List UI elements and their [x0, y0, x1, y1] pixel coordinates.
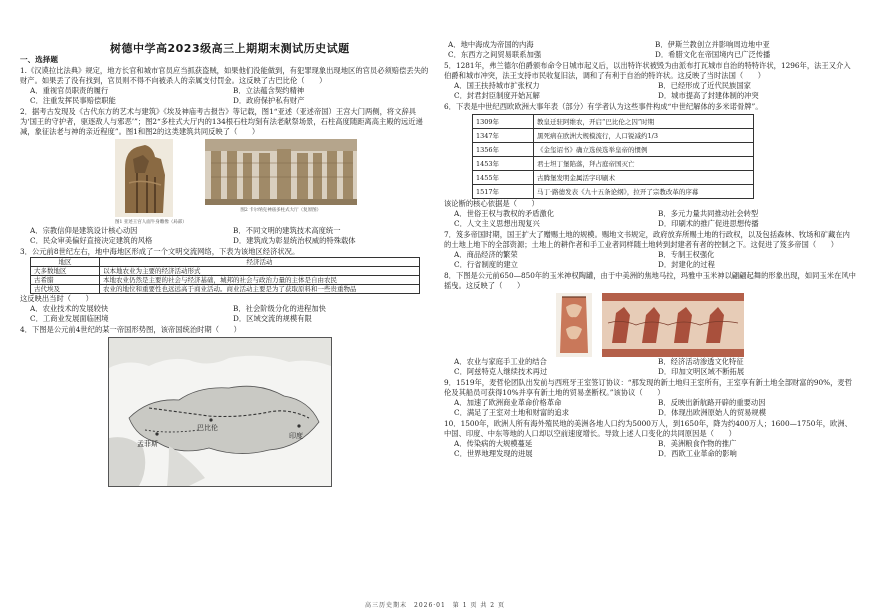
option-b[interactable]: B．立法蕴含契约精神 [233, 86, 305, 95]
table-cell: 马丁·路德发表《九十五条论纲》，拉开了宗教改革的序幕 [534, 185, 754, 199]
options [20, 304, 430, 324]
map-label: 孟菲斯 [137, 440, 158, 448]
option-b[interactable]: B．已经形成了近代民族国家 [658, 81, 751, 90]
option-c[interactable]: C．阿兹特克人继续技术再过 [454, 367, 548, 376]
question-stem: 10．1500年，欧洲人所有海外殖民地的美洲各地人口约为5000万人，到1650年，降为约400万人；1600—1750年，欧洲、中国、印度、中东等地的人口却以空前速度增长。导致上述人口变化的共同原因是（ ） [444, 419, 852, 438]
table-row [473, 157, 754, 171]
option-c[interactable]: C．注重发挥民事赔偿职能 [30, 96, 116, 105]
question-10 [444, 419, 856, 459]
page-title: 树德中学高2023级高三上期期末测试历史试题 [110, 42, 350, 55]
option-d[interactable]: D．城市提高了封建体制的冲突 [658, 91, 759, 100]
table-row [473, 115, 754, 129]
table-cell: 1347年 [473, 129, 534, 143]
question-stem: 4．下图是公元前4世纪的某一帝国形势图，该帝国统治时期（ ） [20, 325, 241, 334]
persian-empire-map-image [109, 338, 331, 486]
table-cell: 1356年 [473, 143, 534, 157]
option-c[interactable]: C．封君封臣制度开始瓦解 [454, 91, 540, 100]
figure-1 [115, 139, 187, 226]
option-d[interactable]: D．西欧工业革命的影响 [658, 449, 737, 458]
table-cell: 古希腊 [31, 276, 100, 285]
table-row [31, 267, 420, 276]
option-c[interactable]: C．世界地理发现的进展 [454, 449, 533, 458]
right-column [444, 40, 856, 459]
option-a[interactable]: A．世俗王权与教权的矛盾激化 [454, 209, 555, 218]
question-stem: 8．下图是公元前650—850年的玉米神权陶罐，由于中美洲的焦地马拉，玛雅中玉米神以翩翩起舞的形象出现，如同玉米在风中摇曳。这反映了（ ） [444, 271, 856, 290]
table-cell: 古代埃及 [31, 285, 100, 294]
question-stem: 3．公元前8世纪左右，地中海地区形成了一个文明交流网络，下表为该地区经济状况。 [20, 247, 300, 256]
table-header: 经济活动 [100, 258, 420, 267]
question-stem: 9．1519年，麦哲伦团队出发前与西班牙王室签订协议：“那发现的新土地归王室所有，王室享有新土地全部财富的90%，麦哲伦及其船员可获得10%并享有新土地的贸易垄断权。”该协议（ ） [444, 378, 853, 397]
options [444, 357, 856, 377]
figure-2-caption: 图2 卡尔纳克神庙多柱式大厅（复原图） [240, 208, 322, 213]
assyrian-lamassu-image [115, 139, 173, 217]
option-b[interactable]: B．经济活动渗透文化特征 [658, 357, 744, 366]
option-c[interactable]: C．行省制度的建立 [454, 260, 518, 269]
question-8 [444, 271, 856, 377]
question-1 [20, 66, 430, 106]
section-heading: 一、选择题 [20, 55, 58, 64]
table-row [473, 143, 754, 157]
option-a[interactable]: A．国王扶持城市扩张权力 [454, 81, 540, 90]
question-stem: 1.《汉谟拉比法典》规定，地方长官和城市官员应当抓获盗贼，如果他们没能做到，有犯罪现象出现地区的官员必须赔偿丢失的财产。如果丢了没有找到，官员则不得不向被杀人的亲属支付罚金。这反映了古巴比伦（ ） [20, 66, 429, 85]
option-c[interactable]: C．工商业发展面临困境 [30, 314, 109, 323]
map-label: 巴比伦 [197, 424, 218, 432]
table-cell: 1309年 [473, 115, 534, 129]
options [444, 209, 856, 229]
option-a[interactable]: A．传染病的大规模蔓延 [454, 439, 533, 448]
option-d[interactable]: D．政府保护私有财产 [233, 96, 305, 105]
option-b[interactable]: B．社会阶级分化的进程加快 [233, 304, 326, 313]
option-d[interactable]: D．封建化的过程 [658, 260, 715, 269]
maize-god-rollout-image [602, 293, 744, 357]
question-4-options [444, 40, 856, 60]
options [444, 250, 856, 270]
table-cell: 1455年 [473, 171, 534, 185]
table-row [473, 185, 754, 199]
left-column [20, 55, 430, 487]
table-row [473, 171, 754, 185]
option-a[interactable]: A．宗教信仰是建筑设计核心动因 [30, 226, 138, 235]
option-d[interactable]: D．建筑成为彰显统治权威的特殊载体 [233, 236, 356, 245]
table-row [31, 276, 420, 285]
table-cell: 大多数地区 [31, 267, 100, 276]
table-cell: 1453年 [473, 157, 534, 171]
option-c[interactable]: C．民众审美偏好直接决定建筑的风格 [30, 236, 153, 245]
map-label: 印度 [289, 432, 303, 440]
question-4 [20, 325, 430, 487]
option-d[interactable]: D．印加文明区域不断拓展 [658, 367, 745, 376]
table-cell: 教皇迁驻阿维农，开启“巴比伦之囚”时期 [534, 115, 754, 129]
question-stem: 6．下表是中世纪西欧欧洲大事年表（部分）有学者认为这些事件构成“中世纪解体的多米诺骨牌”。 [444, 102, 763, 111]
question-tail: 这反映出当时（ ） [20, 294, 93, 303]
option-b[interactable]: B．美洲粮食作物的推广 [658, 439, 737, 448]
question-9 [444, 378, 856, 418]
option-d[interactable]: D．体现出欧洲原始人的贸易规模 [658, 408, 767, 417]
options [20, 226, 430, 246]
table-cell: 1517年 [473, 185, 534, 199]
option-a[interactable]: A．重视官员职责的履行 [30, 86, 109, 95]
option-a[interactable]: A．地中海成为帝国的内海 [448, 40, 534, 49]
table-cell: 以本地农业为主要的经济活动形式 [100, 267, 420, 276]
option-c[interactable]: C．人文主义思想出现复兴 [454, 219, 540, 228]
option-a[interactable]: A．农业与家庭手工业的结合 [454, 357, 547, 366]
option-c[interactable]: C．满足了王室对土地和财富的追求 [454, 408, 570, 417]
figure-1-caption: 图1 亚述王宫人面牛身雕像（局部） [115, 220, 187, 225]
option-b[interactable]: B．多元力量共同推动社会转型 [658, 209, 759, 218]
option-d[interactable]: D．希腊文化在帝国境内已广泛传播 [655, 50, 771, 59]
option-a[interactable]: A．加速了欧洲商业革命价格革命 [454, 398, 562, 407]
option-c[interactable]: C．东西方之间贸易联系加强 [448, 50, 542, 59]
table-row [31, 285, 420, 294]
maize-vessel-figures [444, 293, 856, 357]
table-cell: 古腾堡发明金属活字印刷术 [534, 171, 754, 185]
empire-map [108, 337, 332, 487]
figure-2 [205, 139, 357, 226]
options [20, 86, 430, 106]
option-b[interactable]: B．伊斯兰教创立并影响周边地中亚 [655, 40, 770, 49]
option-d[interactable]: D．印刷术的推广促进思想传播 [658, 219, 759, 228]
karnak-hypostyle-image [205, 139, 357, 205]
question-2 [20, 107, 430, 246]
table-header: 地区 [31, 258, 100, 267]
page-footer: 高三历史期末 2026·01 第 1 页 共 2 页 [365, 602, 505, 609]
option-b[interactable]: B．反映出新航路开辟的重要动因 [658, 398, 766, 407]
events-table [472, 114, 754, 199]
maize-vase-image [556, 293, 592, 357]
question-stem: 2．据考古发现及《古代东方的艺术与建筑》《埃及神庙考古报告》等记载，图1“亚述（亚述帝国）王宫大门两侧，将文辞具为‘国王的守护者，驱逐敌人与邪恶’”；图2“多柱式大厅内的134根石柱均刻有法老献祭场景，石柱高度随距离高主殿的远近递减，象征法老与神的亲近程度”。图1和图2的这类建筑共同反映了（ ） [20, 107, 423, 136]
table-cell: 农业的地位和重要性也远远高于商业活动。商业活动主要是为了获取原料和一些贵重物品 [100, 285, 420, 294]
question-3 [20, 247, 430, 324]
question-5 [444, 61, 856, 101]
question-6 [444, 102, 856, 229]
table-row [473, 129, 754, 143]
question-7 [444, 230, 856, 270]
option-a[interactable]: A．商品经济的繁荣 [454, 250, 518, 259]
question-2-figures [20, 139, 430, 226]
table-cell: 《金玺诏书》确立选侯选举皇帝的惯例 [534, 143, 754, 157]
economy-table [30, 257, 420, 294]
options [444, 398, 856, 418]
options [444, 81, 856, 101]
question-stem: 5．1281年，弗兰德尔伯爵颁布命令日城市起义后，以出特许状被毁为由派布打瓦城市自治的特特许状，1296年，法王又介入伯爵和城市冲突，法王支持市民收复旧法，调和了有利于自治的特许状。这反映了当时法国（ ） [444, 61, 851, 80]
option-b[interactable]: B．不同文明的建筑技术高度统一 [233, 226, 341, 235]
table-cell: 君士坦丁堡陷落，拜占庭帝国灭亡 [534, 157, 754, 171]
table-cell: 本地农业仍然是主要的社会与经济基础，城邦的社会与政治力量的主体是自由农民 [100, 276, 420, 285]
options [444, 439, 856, 459]
question-tail: 该论断的核心依据是（ ） [444, 199, 539, 208]
question-stem: 7．笈多帝国时期，国王扩大了赠赐土地的规模。赐地文书规定，政府放弃所赐土地的行政权，以及包括森林、牧场和矿藏在内的土地上地下的全部资源；土地上的耕作者和手工业者同样随土地转到封建者有者的控制之下。这促进了笈多帝国（ ） [444, 230, 850, 249]
option-b[interactable]: B．专制王权强化 [658, 250, 715, 259]
table-cell: 黑死病在欧洲大规模流行，人口锐减约1/3 [534, 129, 754, 143]
option-d[interactable]: D．区域交流的规模有限 [233, 314, 312, 323]
option-a[interactable]: A．农业技术的发展较快 [30, 304, 109, 313]
